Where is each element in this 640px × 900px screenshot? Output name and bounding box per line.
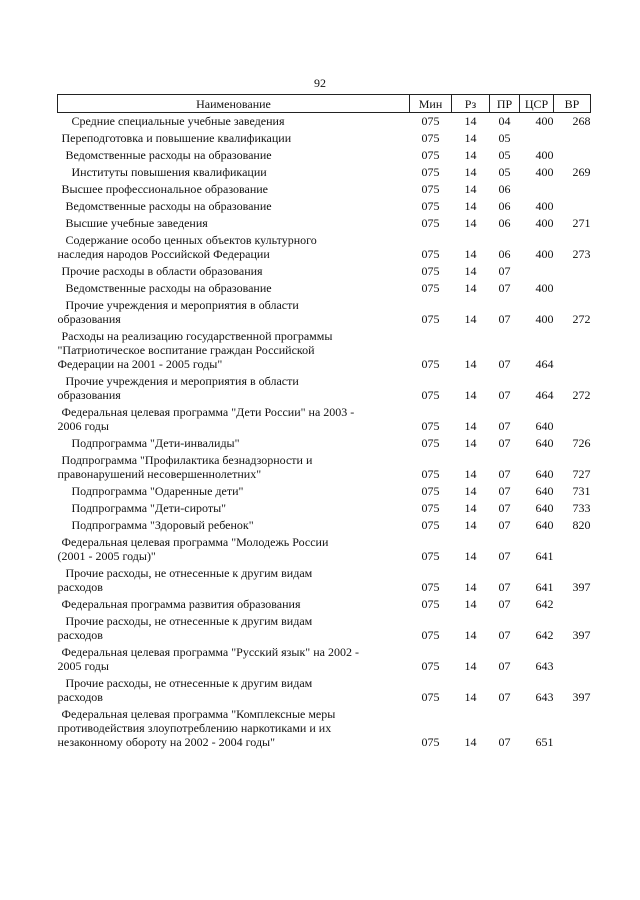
row-name — [58, 613, 410, 644]
cell-csr — [520, 130, 554, 147]
header-rz: Рз — [452, 95, 490, 113]
cell-pr: 06 — [498, 247, 511, 261]
cell-pr: 07 — [498, 735, 511, 749]
cell-min: 075 — [421, 281, 440, 295]
cell-rz: 14 — [464, 312, 477, 326]
cell-pr: 07 — [498, 419, 511, 433]
cell-csr: 640 — [535, 484, 554, 498]
cell-pr: 07 — [498, 312, 511, 326]
row-name-line: Средние специальные учебные заведения — [71, 114, 285, 128]
cell-csr: 642 — [535, 628, 554, 642]
table-row — [58, 483, 591, 500]
cell-min: 075 — [421, 436, 440, 450]
table-row — [58, 675, 591, 706]
cell-csr: 651 — [535, 735, 554, 749]
table-row — [58, 500, 591, 517]
cell-pr: 06 — [498, 182, 511, 196]
table-row — [58, 534, 591, 565]
cell-csr: 400 — [535, 247, 554, 261]
cell-pr: 07 — [498, 597, 511, 611]
cell-min: 075 — [421, 549, 440, 563]
row-name-line: Высшее профессиональное образование — [61, 182, 268, 196]
table-row — [58, 706, 591, 751]
table-row — [58, 297, 591, 328]
row-name-line: 2005 годы — [57, 659, 109, 673]
table-row — [58, 164, 591, 181]
row-name-line: Прочие расходы в области образования — [61, 264, 263, 278]
row-name-line: расходов — [57, 580, 103, 594]
table-row — [58, 613, 591, 644]
cell-min: 075 — [421, 690, 440, 704]
cell-rz: 14 — [464, 580, 477, 594]
cell-min: 075 — [421, 247, 440, 261]
row-name — [58, 373, 410, 404]
row-name — [58, 113, 410, 131]
cell-rz: 14 — [464, 247, 477, 261]
cell-vr: 733 — [572, 501, 591, 515]
row-name-line: Федерации на 2001 - 2005 годы" — [57, 357, 223, 371]
cell-csr: 400 — [535, 165, 554, 179]
cell-rz: 14 — [464, 597, 477, 611]
cell-pr: 07 — [498, 580, 511, 594]
row-name — [58, 565, 410, 596]
cell-pr: 06 — [498, 199, 511, 213]
cell-min: 075 — [421, 264, 440, 278]
row-name — [58, 328, 410, 373]
cell-min: 075 — [421, 659, 440, 673]
cell-csr: 400 — [535, 114, 554, 128]
table-row — [58, 644, 591, 675]
cell-min: 075 — [421, 580, 440, 594]
cell-pr: 04 — [498, 114, 511, 128]
row-name — [58, 297, 410, 328]
cell-pr: 05 — [498, 165, 511, 179]
cell-csr: 640 — [535, 419, 554, 433]
cell-vr: 726 — [572, 436, 591, 450]
row-name-line: Подпрограмма "Дети-сироты" — [71, 501, 227, 515]
cell-min: 075 — [421, 628, 440, 642]
cell-rz: 14 — [464, 690, 477, 704]
cell-min: 075 — [421, 518, 440, 532]
cell-csr: 400 — [535, 312, 554, 326]
row-name — [58, 706, 410, 751]
cell-min: 075 — [421, 467, 440, 481]
cell-csr: 640 — [535, 467, 554, 481]
row-name-line: Прочие учреждения и мероприятия в области — [65, 298, 299, 312]
row-name — [58, 232, 410, 263]
cell-vr: 273 — [572, 247, 591, 261]
table-header-row — [58, 95, 591, 113]
row-name-line: 2006 годы — [57, 419, 109, 433]
row-name — [58, 215, 410, 232]
row-name-line: образования — [57, 312, 121, 326]
table-row — [58, 232, 591, 263]
cell-min: 075 — [421, 484, 440, 498]
row-name-line: Федеральная целевая программа "Русский язык" на 2002 - — [61, 645, 359, 659]
table-row — [58, 181, 591, 198]
row-name-line: "Патриотическое воспитание граждан Российской — [57, 343, 315, 357]
cell-min: 075 — [421, 388, 440, 402]
cell-csr: 640 — [535, 501, 554, 515]
cell-vr — [554, 280, 591, 297]
row-name-line: Федеральная целевая программа "Дети России" на 2003 - — [61, 405, 355, 419]
cell-rz: 14 — [464, 659, 477, 673]
cell-vr: 397 — [572, 580, 591, 594]
cell-rz: 14 — [464, 182, 477, 196]
cell-min: 075 — [421, 357, 440, 371]
cell-csr: 643 — [535, 659, 554, 673]
row-name-line: Прочие расходы, не отнесенные к другим видам — [65, 566, 313, 580]
cell-pr: 07 — [498, 690, 511, 704]
table-row — [58, 280, 591, 297]
cell-rz: 14 — [464, 165, 477, 179]
cell-pr: 05 — [498, 148, 511, 162]
cell-min: 075 — [421, 501, 440, 515]
cell-rz: 14 — [464, 501, 477, 515]
cell-vr — [554, 130, 591, 147]
table-row — [58, 263, 591, 280]
cell-csr: 640 — [535, 436, 554, 450]
table-row — [58, 517, 591, 534]
row-name — [58, 263, 410, 280]
cell-min: 075 — [421, 199, 440, 213]
row-name-line: Высшие учебные заведения — [65, 216, 208, 230]
cell-rz: 14 — [464, 549, 477, 563]
cell-rz: 14 — [464, 735, 477, 749]
cell-pr: 07 — [498, 484, 511, 498]
cell-csr — [520, 181, 554, 198]
cell-csr: 641 — [535, 549, 554, 563]
cell-csr: 640 — [535, 518, 554, 532]
cell-rz: 14 — [464, 419, 477, 433]
row-name — [58, 435, 410, 452]
cell-vr — [554, 181, 591, 198]
row-name — [58, 675, 410, 706]
row-name-line: расходов — [57, 690, 103, 704]
cell-csr: 400 — [535, 216, 554, 230]
cell-pr: 05 — [498, 131, 511, 145]
header-csr: ЦСР — [520, 95, 554, 113]
header-name: Наименование — [58, 95, 410, 113]
cell-csr: 400 — [535, 199, 554, 213]
table-row — [58, 565, 591, 596]
cell-vr: 397 — [572, 690, 591, 704]
row-name-line: Подпрограмма "Здоровый ребенок" — [71, 518, 254, 532]
cell-pr: 07 — [498, 467, 511, 481]
cell-vr: 268 — [572, 114, 591, 128]
cell-rz: 14 — [464, 628, 477, 642]
row-name-line: Ведомственные расходы на образование — [65, 199, 272, 213]
row-name-line: Ведомственные расходы на образование — [65, 281, 272, 295]
cell-rz: 14 — [464, 264, 477, 278]
row-name-line: Переподготовка и повышение квалификации — [61, 131, 292, 145]
row-name — [58, 500, 410, 517]
cell-pr: 07 — [498, 281, 511, 295]
table-row — [58, 147, 591, 164]
cell-vr — [554, 644, 591, 675]
header-min: Мин — [410, 95, 452, 113]
row-name-line: Подпрограмма "Профилактика безнадзорности и — [61, 453, 313, 467]
header-pr: ПР — [490, 95, 520, 113]
cell-rz: 14 — [464, 388, 477, 402]
row-name-line: Содержание особо ценных объектов культурного — [65, 233, 317, 247]
table-row — [58, 452, 591, 483]
cell-csr: 643 — [535, 690, 554, 704]
cell-min: 075 — [421, 165, 440, 179]
cell-rz: 14 — [464, 357, 477, 371]
table-row — [58, 435, 591, 452]
budget-table — [57, 94, 591, 751]
cell-rz: 14 — [464, 436, 477, 450]
cell-csr — [520, 263, 554, 280]
cell-vr — [554, 198, 591, 215]
cell-csr: 400 — [535, 148, 554, 162]
row-name — [58, 596, 410, 613]
row-name-line: Прочие расходы, не отнесенные к другим видам — [65, 676, 313, 690]
cell-csr: 400 — [535, 281, 554, 295]
cell-vr — [554, 147, 591, 164]
page-number: 92 — [314, 76, 326, 90]
cell-min: 075 — [421, 182, 440, 196]
row-name — [58, 181, 410, 198]
row-name — [58, 280, 410, 297]
row-name — [58, 198, 410, 215]
cell-vr — [554, 596, 591, 613]
cell-min: 075 — [421, 148, 440, 162]
header-vr: ВР — [554, 95, 591, 113]
row-name-line: Подпрограмма "Одаренные дети" — [71, 484, 244, 498]
table-row — [58, 215, 591, 232]
cell-vr: 397 — [572, 628, 591, 642]
cell-vr: 272 — [572, 388, 591, 402]
cell-vr: 271 — [572, 216, 591, 230]
row-name — [58, 517, 410, 534]
cell-pr: 07 — [498, 264, 511, 278]
row-name — [58, 147, 410, 164]
cell-vr: 820 — [572, 518, 591, 532]
cell-csr: 464 — [535, 388, 554, 402]
cell-vr — [554, 706, 591, 751]
row-name-line: Федеральная целевая программа "Молодежь России — [61, 535, 329, 549]
cell-pr: 07 — [498, 501, 511, 515]
cell-pr: 07 — [498, 436, 511, 450]
cell-min: 075 — [421, 312, 440, 326]
cell-pr: 07 — [498, 518, 511, 532]
cell-pr: 06 — [498, 216, 511, 230]
cell-vr: 731 — [572, 484, 591, 498]
cell-rz: 14 — [464, 131, 477, 145]
cell-rz: 14 — [464, 467, 477, 481]
table-row — [58, 130, 591, 147]
row-name — [58, 483, 410, 500]
row-name-line: Федеральная программа развития образования — [61, 597, 301, 611]
row-name-line: противодействия злоупотреблению наркотиками и их — [57, 721, 332, 735]
table-row — [58, 596, 591, 613]
cell-min: 075 — [421, 419, 440, 433]
cell-pr: 07 — [498, 388, 511, 402]
cell-rz: 14 — [464, 281, 477, 295]
row-name-line: Федеральная целевая программа "Комплексные меры — [61, 707, 336, 721]
row-name-line: правонарушений несовершеннолетних" — [57, 467, 262, 481]
cell-rz: 14 — [464, 199, 477, 213]
row-name — [58, 404, 410, 435]
cell-vr — [554, 328, 591, 373]
cell-vr: 269 — [572, 165, 591, 179]
cell-rz: 14 — [464, 216, 477, 230]
row-name — [58, 164, 410, 181]
row-name — [58, 452, 410, 483]
cell-vr — [554, 404, 591, 435]
row-name-line: Расходы на реализацию государственной программы — [61, 329, 333, 343]
row-name-line: расходов — [57, 628, 103, 642]
row-name-line: (2001 - 2005 годы)" — [57, 549, 156, 563]
row-name — [58, 644, 410, 675]
cell-pr: 07 — [498, 659, 511, 673]
cell-min: 075 — [421, 131, 440, 145]
row-name-line: образования — [57, 388, 121, 402]
cell-min: 075 — [421, 597, 440, 611]
cell-csr: 642 — [535, 597, 554, 611]
cell-vr — [554, 534, 591, 565]
cell-csr: 641 — [535, 580, 554, 594]
cell-rz: 14 — [464, 148, 477, 162]
cell-pr: 07 — [498, 549, 511, 563]
row-name-line: наследия народов Российской Федерации — [57, 247, 270, 261]
cell-vr — [554, 263, 591, 280]
row-name-line: Институты повышения квалификации — [71, 165, 267, 179]
row-name-line: незаконному обороту на 2002 - 2004 годы" — [57, 735, 276, 749]
cell-rz: 14 — [464, 518, 477, 532]
cell-rz: 14 — [464, 114, 477, 128]
cell-min: 075 — [421, 735, 440, 749]
cell-csr: 464 — [535, 357, 554, 371]
cell-pr: 07 — [498, 628, 511, 642]
cell-vr: 727 — [572, 467, 591, 481]
cell-min: 075 — [421, 114, 440, 128]
table-row — [58, 198, 591, 215]
table-row — [58, 373, 591, 404]
row-name — [58, 130, 410, 147]
row-name-line: Прочие учреждения и мероприятия в области — [65, 374, 299, 388]
cell-rz: 14 — [464, 484, 477, 498]
cell-min: 075 — [421, 216, 440, 230]
cell-pr: 07 — [498, 357, 511, 371]
table-row — [58, 328, 591, 373]
table-row — [58, 404, 591, 435]
row-name — [58, 534, 410, 565]
row-name-line: Подпрограмма "Дети-инвалиды" — [71, 436, 240, 450]
table-row — [58, 113, 591, 131]
row-name-line: Ведомственные расходы на образование — [65, 148, 272, 162]
row-name-line: Прочие расходы, не отнесенные к другим видам — [65, 614, 313, 628]
cell-vr: 272 — [572, 312, 591, 326]
